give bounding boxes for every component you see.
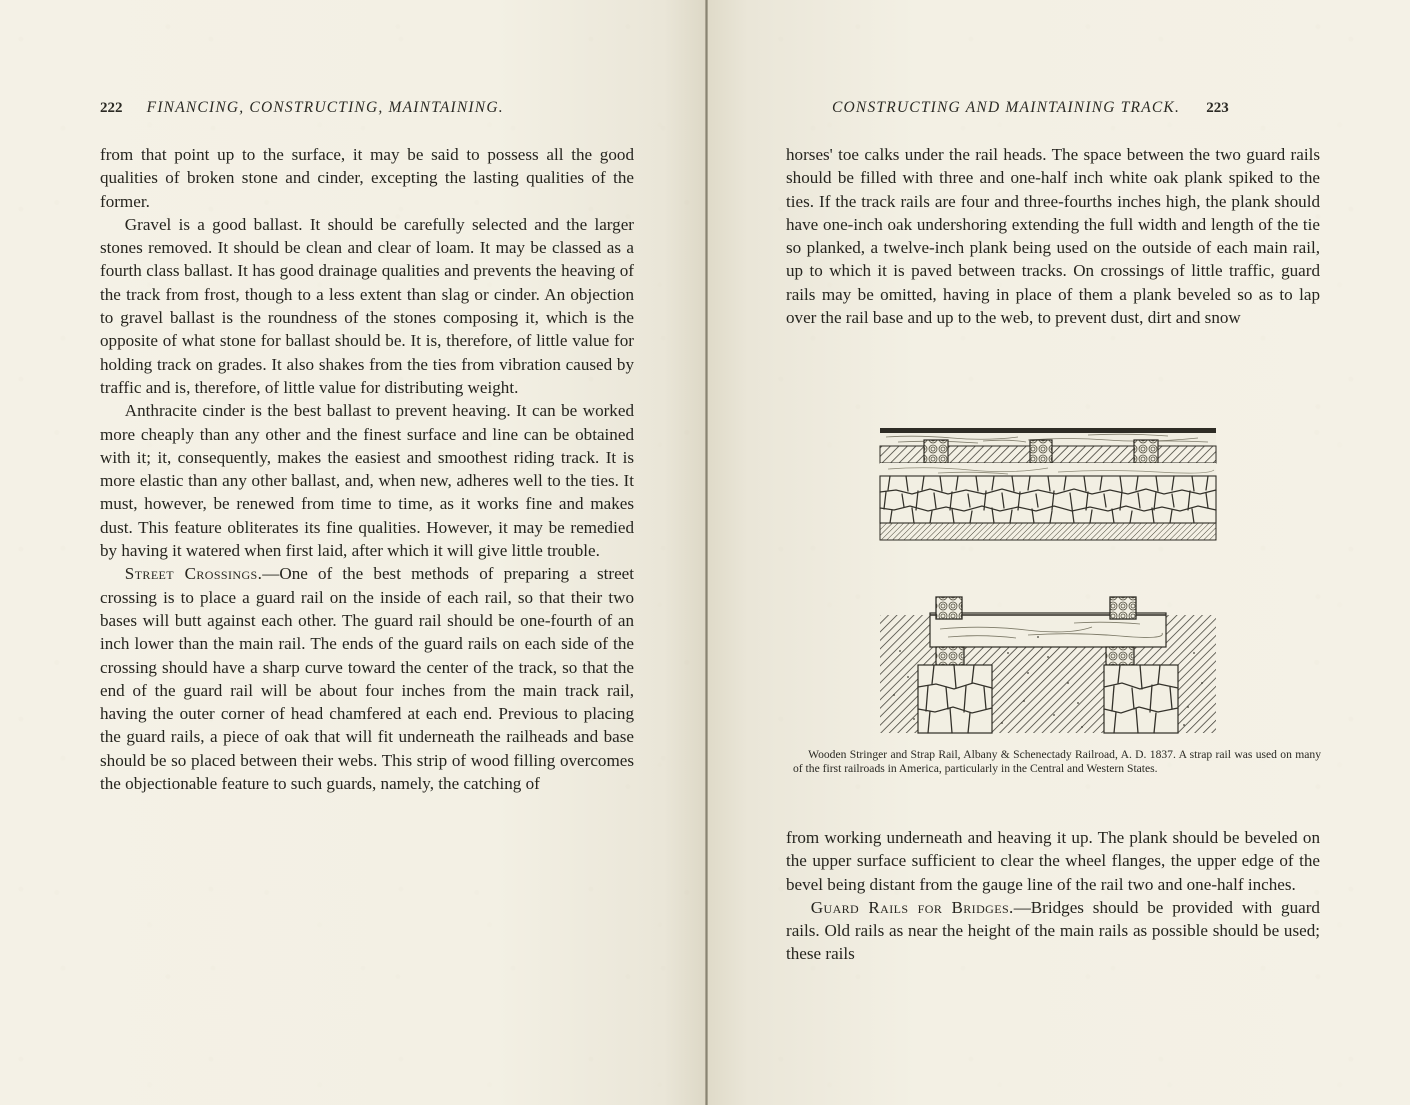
paragraph: Anthracite cinder is the best ballast to prevent heaving. It can be worked more cheaply than any other and the finest surface and line can be obtained with it; it, consequently, makes the easiest and smoothest riding track. It is more elastic than any other ballast, and, when new, adheres well to the ties. It must, however, be renewed from time to time, as it works fine and makes dust. This feature obliterates its fine qualities. However, it may be remedied by having it watered when first laid, after which it will give little trouble. xyxy=(100,401,634,561)
figure-bottom-cross-section xyxy=(878,591,1218,737)
right-running-head-line xyxy=(832,99,1229,117)
page-gutter xyxy=(705,0,708,1105)
left-running-head: FINANCING, CONSTRUCTING, MAINTAINING. xyxy=(146,99,504,116)
section-body: One of the best methods of preparing a street crossing is to place a guard rail on the inside of each rail, so that their two bases will butt against each other. The guard rail should be one-fourth of an inch lower than the main rail. The ends of the guard rails on each side of the crossing should have a sharp curve toward the center of the track, so that the end of the guard rail will be about four inches from the main track rail, having the outer corner of head chamfered at each end. Previous to placing the guard rails, a piece of oak that will fit underneath the railheads and base should be so placed between their webs. This strip of wood filling overcomes the objectionable feature to such guards, namely, the catching of xyxy=(100,564,634,794)
paragraph: horses' toe calks under the rail heads. The space between the two guard rails should be filled with three and one-half inch white oak plank spiked to the ties. If the track rails are four and three-fourths inches high, the plank should have one-inch oak undershoring extending the full width and length of the tie so planked, a twelve-inch plank being used on the outside of each main rail, up to which it is paved between tracks. On crossings of little traffic, guard rails may be omitted, having in place of them a plank beveled so as to lap over the rail base and up to the web, to prevent dust, dirt and snow xyxy=(786,145,1320,328)
heading-dash: — xyxy=(262,564,280,584)
section-heading: Street Crossings. xyxy=(124,564,263,584)
illustration-wooden-stringer-strap-rail xyxy=(878,424,1218,737)
right-running-head: CONSTRUCTING AND MAINTAINING TRACK. xyxy=(832,99,1181,116)
right-folio: 223 xyxy=(1206,100,1229,116)
left-running-head-line xyxy=(100,99,504,117)
figure-top-elevation xyxy=(878,424,1218,544)
figure-caption: Wooden Stringer and Strap Rail, Albany & Schenectady Railroad, A. D. 1837. A strap rail was used on many of the first railroads in America, particularly in the Central and Western States. xyxy=(793,748,1321,775)
section-body: Bridges should be provided with guard rails. Old rails as near the height of the main rails as possible should be used; these rails xyxy=(786,897,1320,964)
paragraph: from that point up to the surface, it may be said to possess all the good qualities of broken stone and cinder, excepting the lasting qualities of the former. xyxy=(100,145,634,211)
paragraph: from working underneath and heaving it up. The plank should be beveled on the upper surface sufficient to clear the wheel flanges, the upper edge of the bevel being distant from the gauge line of the rail two and one-half inches. xyxy=(786,828,1320,894)
section-paragraph-guard-rails-for-bridges xyxy=(786,896,1320,966)
left-column-text xyxy=(100,143,634,795)
heading-dash: — xyxy=(1013,897,1031,917)
section-heading: Guard Rails for Bridges. xyxy=(810,897,1014,917)
right-column-text-top xyxy=(786,143,1320,329)
section-paragraph-street-crossings xyxy=(100,562,634,795)
right-column-text-bottom xyxy=(786,826,1320,966)
left-folio: 222 xyxy=(100,100,123,116)
paragraph: Gravel is a good ballast. It should be carefully selected and the larger stones removed. It should be clean and clear of loam. It may be classed as a fourth class ballast. It has good drainage qualities and prevents the heaving of the track from frost, though to a less extent than slag or cinder. An objection to gravel ballast is the roundness of the stones composing it, which is the opposite of what stone for ballast should be. It is, therefore, of little value for holding track on grades. It also shakes from the ties from vibration caused by traffic and is, therefore, of little value for distributing weight. xyxy=(100,214,634,397)
